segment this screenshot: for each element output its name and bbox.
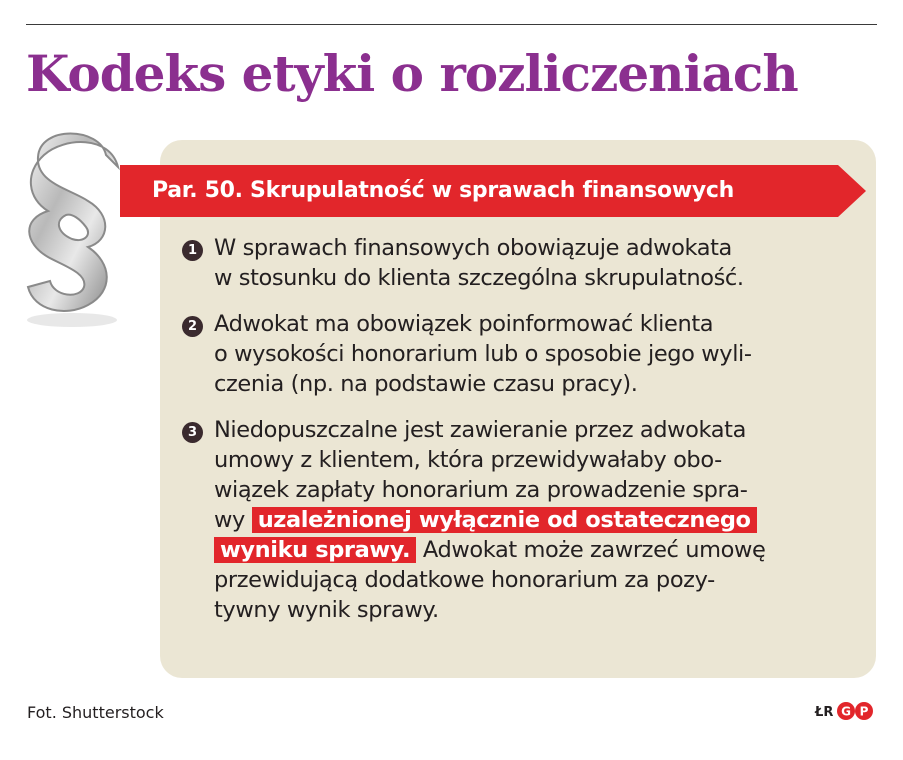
rule-number-badge: 2 — [182, 316, 203, 337]
photo-credit: Fot. Shutterstock — [27, 703, 164, 722]
rule-line — [214, 505, 870, 535]
top-divider — [26, 24, 877, 25]
highlighted-phrase: uzależnionej wyłącznie od ostatecznego — [252, 507, 757, 533]
rule-line: czenia (np. na podstawie czasu pracy). — [214, 371, 638, 397]
rule-line: wiązek zapłaty honorarium za prowadzenie spra- — [214, 477, 748, 503]
page-title: Kodeks etyki o rozliczeniach — [26, 44, 798, 103]
rule-item — [180, 415, 870, 625]
rule-number-badge: 1 — [182, 240, 203, 261]
rule-line: W sprawach finansowych obowiązuje adwokata — [214, 235, 732, 261]
rule-item — [180, 309, 870, 399]
section-sign-icon — [10, 115, 140, 335]
rule-text — [214, 233, 870, 293]
rule-line-suffix: Adwokat może zawrzeć umowę — [422, 537, 766, 563]
rule-line: o wysokości honorarium lub o sposobie jego wyli- — [214, 341, 752, 367]
rule-line: umowy z klientem, która przewidywałaby obo- — [214, 447, 722, 473]
rule-item — [180, 233, 870, 293]
rule-line — [214, 535, 870, 565]
section-banner — [120, 165, 866, 217]
rule-number-badge: 3 — [182, 422, 203, 443]
gp-logo-icon — [836, 700, 876, 722]
rule-text — [214, 415, 870, 625]
rule-line: Adwokat ma obowiązek poinformować klienta — [214, 311, 714, 337]
author-initials: ŁR — [815, 705, 834, 720]
svg-text:G: G — [841, 704, 851, 719]
banner-title: Par. 50. Skrupulatność w sprawach finansowych — [152, 178, 735, 203]
rule-text — [214, 309, 870, 399]
rule-line: w stosunku do klienta szczególna skrupulatność. — [214, 265, 744, 291]
svg-text:P: P — [859, 704, 869, 719]
rule-line-prefix: wy — [214, 507, 245, 533]
highlighted-phrase: wyniku sprawy. — [214, 537, 416, 563]
rules-list — [180, 233, 870, 641]
rule-line: tywny wynik sprawy. — [214, 597, 439, 623]
rule-line: Niedopuszczalne jest zawieranie przez adwokata — [214, 417, 746, 443]
rule-line: przewidującą dodatkowe honorarium za pozy- — [214, 567, 715, 593]
